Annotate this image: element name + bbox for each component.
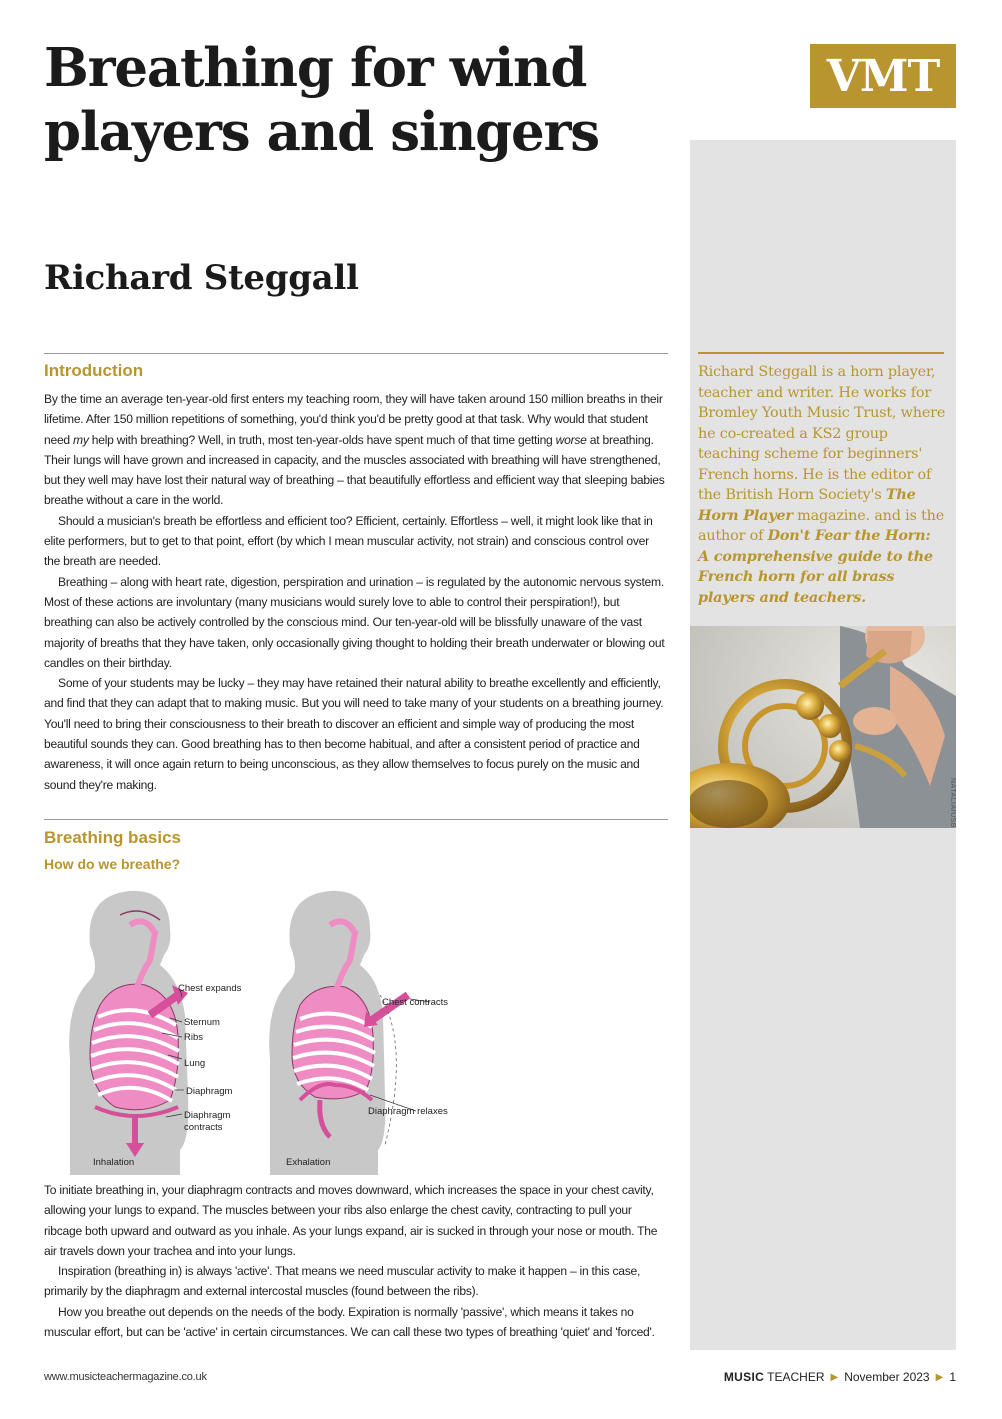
label-chest-contracts: Chest contracts: [382, 997, 448, 1008]
label-lung: Lung: [184, 1058, 206, 1069]
intro-p1-emphasis-worse: worse: [555, 432, 587, 447]
footer-website-url: www.musicteachermagazine.co.uk: [44, 1371, 207, 1383]
intro-p1-emphasis-my: my: [73, 432, 89, 447]
footer-issue-info: [724, 1370, 956, 1384]
intro-paragraph-2: Should a musician's breath be effortless and efficient too? Efficient, certainly. Effortless – well, it might look like that in elite performers, but to get to that point, effort (by which I mean muscular activity, not strain) and conscious control over the breath are needed.: [44, 513, 653, 569]
section-divider-intro: [44, 353, 668, 354]
label-chest-expands: Chest expands: [178, 983, 242, 994]
photo-credit: NATALIAIUSB: [949, 778, 956, 828]
footer-magazine-bold: MUSIC: [723, 1370, 765, 1384]
basics-paragraph-1: To initiate breathing in, your diaphragm contracts and moves downward, which increases the space in your chest cavity, allowing your lungs to expand. The muscles between your ribs also enlarge the chest cavity, contracting to pull your ribcage both upward and outward as you inhale. As your lungs expand, air is sucked in through your nose or mouth. The air travels down your trachea and into your lungs.: [44, 1183, 658, 1258]
sidebar-divider: [698, 352, 944, 354]
exhalation-figure: [269, 891, 430, 1175]
breathing-diagram: [60, 885, 460, 1175]
author-bio: [698, 362, 946, 608]
label-inhalation: Inhalation: [93, 1157, 135, 1168]
footer-page-number: 1: [949, 1370, 956, 1384]
intro-p1-text-b: help with breathing? Well, in truth, most ten-year-olds have spent much of that time getting: [88, 432, 556, 447]
horn-player-photo: [690, 626, 956, 828]
bio-magazine-title: The Horn Player: [698, 486, 916, 524]
basics-paragraph-2: Inspiration (breathing in) is always 'active'. That means we need muscular activity to make it happen – in this case, primarily by the diaphragm and external intercostal muscles (found between the ribs).: [44, 1264, 641, 1299]
intro-body: [44, 389, 668, 795]
label-diaphragm-contracts-2: contracts: [184, 1122, 223, 1133]
label-sternum: Sternum: [184, 1017, 220, 1028]
bio-text: Richard Steggall is a horn player, teacher and writer. He works for Bromley Youth Music Trust, where he co-created a KS2 group teaching scheme for beginners' French horns. He is the editor of the British Horn Society's: [698, 364, 946, 503]
triangle-right-icon: ▶: [830, 1371, 839, 1383]
horn-photo-illustration: [690, 626, 956, 828]
footer-magazine-rest: TEACHER: [767, 1370, 825, 1384]
label-diaphragm-contracts-1: Diaphragm: [184, 1110, 231, 1121]
footer-issue-date: November 2023: [844, 1370, 930, 1384]
bio-text-2: magazine. and is the author of: [698, 507, 945, 544]
author-name: Richard Steggall: [44, 258, 359, 298]
intro-paragraph-4: Some of your students may be lucky – they may have retained their natural ability to breathe excellently and efficiently, and find that they can adapt that to making music. But you will need to take many of your students on a breathing journey. You'll need to bring their consciousness to their breath to discover an efficient and simple way of producing the most beautiful sounds they can. Good breathing has to then become habitual, and after a consistent period of practice and awareness, it will once again return to being unconscious, as they allow themselves to focus purely on the music and sound they're making.: [44, 676, 664, 792]
basics-heading: Breathing basics: [44, 828, 181, 847]
intro-p1-text-a: By the time an average ten-year-old first enters my teaching room, they will have taken around 150 million breaths in their lifetime. After 150 million repetitions of something, you'd think you'd be pretty good at that task. Why would that student need: [44, 392, 663, 447]
intro-p1-text-c: at breathing. Their lungs will have grown and increased in capacity, and the muscles associated with breathing will have strengthened, but they well may have lost their natural way of breathing – that beautifully effortless and efficient way that sleeping babies breathe without a care in the world.: [44, 432, 665, 508]
intro-paragraph-1: [44, 389, 668, 511]
vmt-logo: VMT: [810, 44, 956, 108]
intro-paragraph-3: Breathing – along with heart rate, digestion, perspiration and urination – is regulated by the autonomic nervous system. Most of these actions are involuntary (many musicians would surely love to able to control their perspiration!), but breathing can also be actively controlled by the conscious mind. Our ten-year-old will be blissfully unaware of the vast majority of breaths that they have taken, only occasionally giving thought to holding their breath underwater or blowing out candles on their birthday.: [44, 574, 665, 670]
label-exhalation: Exhalation: [286, 1157, 331, 1168]
basics-subheading: How do we breathe?: [44, 856, 181, 872]
triangle-right-icon: ▶: [935, 1371, 944, 1383]
label-diaphragm: Diaphragm: [186, 1086, 233, 1097]
article-title: Breathing for wind players and singers: [44, 37, 599, 163]
bio-book-title: Don't Fear the Horn: A comprehensive guide to the French horn for all brass players and teachers.: [698, 527, 933, 606]
footer-magazine-name: [724, 1370, 825, 1384]
basics-body: [44, 1180, 668, 1342]
section-divider-basics: [44, 819, 668, 820]
inhalation-figure: [69, 891, 188, 1175]
label-diaphragm-relaxes: Diaphragm relaxes: [368, 1106, 448, 1117]
label-ribs: Ribs: [184, 1032, 204, 1043]
intro-heading: Introduction: [44, 361, 144, 380]
basics-paragraph-3: How you breathe out depends on the needs of the body. Expiration is normally 'passive', which means it takes no muscular effort, but can be 'active' in certain circumstances. We can call these two types of breathing 'quiet' and 'forced'.: [44, 1304, 655, 1340]
